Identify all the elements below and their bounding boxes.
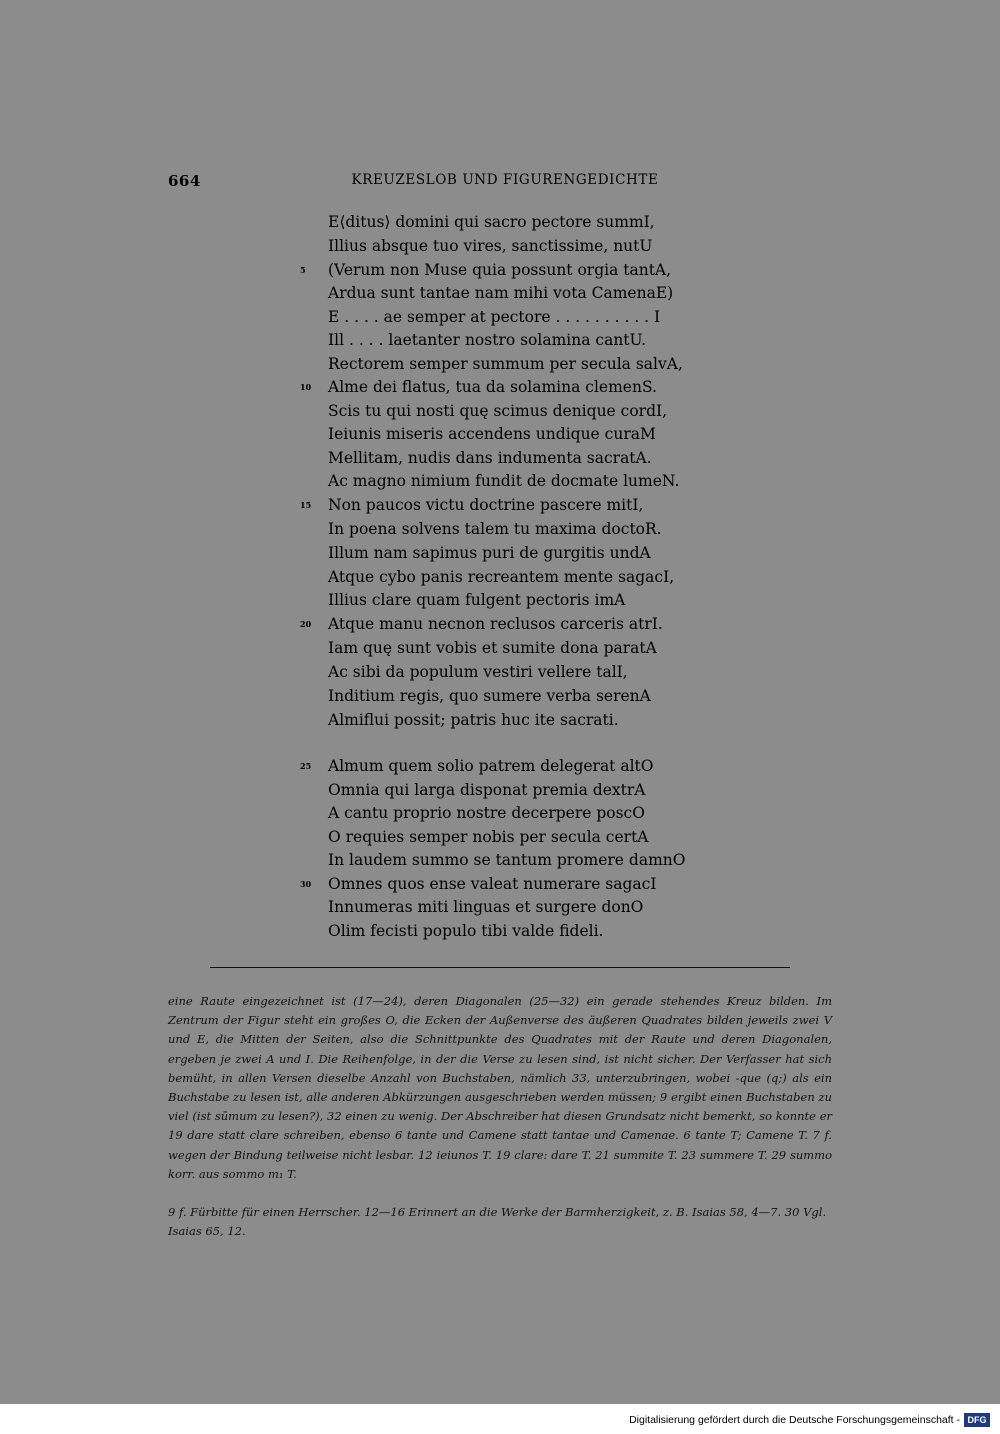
verse-line: Inditium regis, quo sumere verba serenA <box>328 687 651 705</box>
verse-line: In poena solvens talem tu maxima doctoR. <box>328 520 662 538</box>
verse-line: Ac sibi da populum vestiri vellere talI, <box>328 663 628 681</box>
verse-line: Olim fecisti populo tibi valde fideli. <box>328 922 604 940</box>
digitization-footer <box>0 1404 1000 1434</box>
verse-line: Alme dei flatus, tua da solamina clemenS. <box>328 378 657 396</box>
running-head: KREUZESLOB UND FIGURENGEDICHTE <box>351 172 659 188</box>
verse-line: Innumeras miti linguas et surgere donO <box>328 898 644 916</box>
verse-line: Illius clare quam fulgent pectoris imA <box>328 591 626 609</box>
footer-credit: Digitalisierung gefördert durch die Deutsche Forschungsgemeinschaft - <box>629 1414 960 1426</box>
verse-line: Ill . . . . laetanter nostro solamina cantU. <box>328 331 647 349</box>
verse-line: Iam quę sunt vobis et sumite dona paratA <box>328 639 657 657</box>
verse-line: Omnia qui larga disponat premia dextrA <box>328 781 646 799</box>
line-number: 30 <box>300 879 312 889</box>
verse-line: In laudem summo se tantum promere damnO <box>328 851 686 869</box>
verse-line: Illum nam sapimus puri de gurgitis undA <box>328 544 651 562</box>
verse-line: Almum quem solio patrem delegerat altO <box>328 757 654 775</box>
verse-line: (Verum non Muse quia possunt orgia tantA, <box>328 261 672 279</box>
verse-line: Ieiunis miseris accendens undique curaM <box>328 425 656 443</box>
verse-line: Illius absque tuo vires, sanctissime, nutU <box>328 237 653 255</box>
verse-line: Scis tu qui nosti quę scimus denique cordI, <box>328 402 668 420</box>
verse-line: Atque manu necnon reclusos carceris atrI. <box>328 615 663 633</box>
verse-line: Almiflui possit; patris huc ite sacrati. <box>328 711 619 729</box>
dfg-logo: DFG <box>964 1413 990 1427</box>
verse-line: Omnes quos ense valeat numerare sagacI <box>328 875 657 893</box>
line-number: 5 <box>300 265 306 275</box>
page-number: 664 <box>168 172 201 190</box>
line-number: 25 <box>300 761 312 771</box>
critical-apparatus: eine Raute eingezeichnet ist (17—24), deren Diagonalen (25—32) ein gerade stehendes Kreuz bilden. Im Zentrum der Figur steht ein großes O, die Ecken der Außenverse des äußeren Quadrates bilden jeweils zwei V und E, die Mitten der Seiten, also die Schnittpunkte des Quadrates mit der Raute und deren Diagonalen, ergeben je zwei A und I. Die Reihenfolge, in der die Verse zu lesen sind, ist nicht sicher. Der Verfasser hat sich bemüht, in allen Versen dieselbe Anzahl von Buchstaben, nämlich 33, unterzubringen, wobei -que (q;) als ein Buchstabe zu lesen ist, alle anderen Abkürzungen ausgeschrieben werden müssen; 9 ergibt einen Buchstaben zu viel (ist sūmum zu lesen?), 32 einen zu wenig. Der Abschreiber hat diesen Grundsatz nicht bemerkt, so konnte er 19 dare statt clare schreiben, ebenso 6 tante und Camene statt tantae und Camenae. 6 tante T; Camene T. 7 f. wegen der Bindung teilweise nicht lesbar. 12 ieiunos T. 19 clare: dare T. 21 summite T. 23 summere T. 29 summo korr. aus sommo m₁ T. <box>168 994 832 1181</box>
verse-line: Rectorem semper summum per secula salvA, <box>328 355 683 373</box>
verse-line: Non paucos victu doctrine pascere mitI, <box>328 496 644 514</box>
verse-line: Atque cybo panis recreantem mente sagacI, <box>328 568 675 586</box>
verse-line: E⟨ditus⟩ domini qui sacro pectore summI, <box>328 213 655 231</box>
verse-line: Ardua sunt tantae nam mihi vota CamenaE) <box>328 284 674 302</box>
verse-line: O requies semper nobis per secula certA <box>328 828 649 846</box>
footnote-rule <box>210 967 790 968</box>
verse-line: Ac magno nimium fundit de docmate lumeN. <box>328 472 680 490</box>
verse-line: A cantu proprio nostre decerpere poscO <box>328 804 645 822</box>
source-notes: 9 f. Fürbitte für einen Herrscher. 12—16 Erinnert an die Werke der Barmherzigkeit, z. B. Isaias 58, 4—7. 30 Vgl. Isaias 65, 12. <box>168 1205 827 1239</box>
line-number: 20 <box>300 619 312 629</box>
verse-line: Mellitam, nudis dans indumenta sacratA. <box>328 449 652 467</box>
line-number: 10 <box>300 382 312 392</box>
verse-line: E . . . . ae semper at pectore . . . . . . . . . . I <box>328 308 661 326</box>
line-number: 15 <box>300 500 312 510</box>
